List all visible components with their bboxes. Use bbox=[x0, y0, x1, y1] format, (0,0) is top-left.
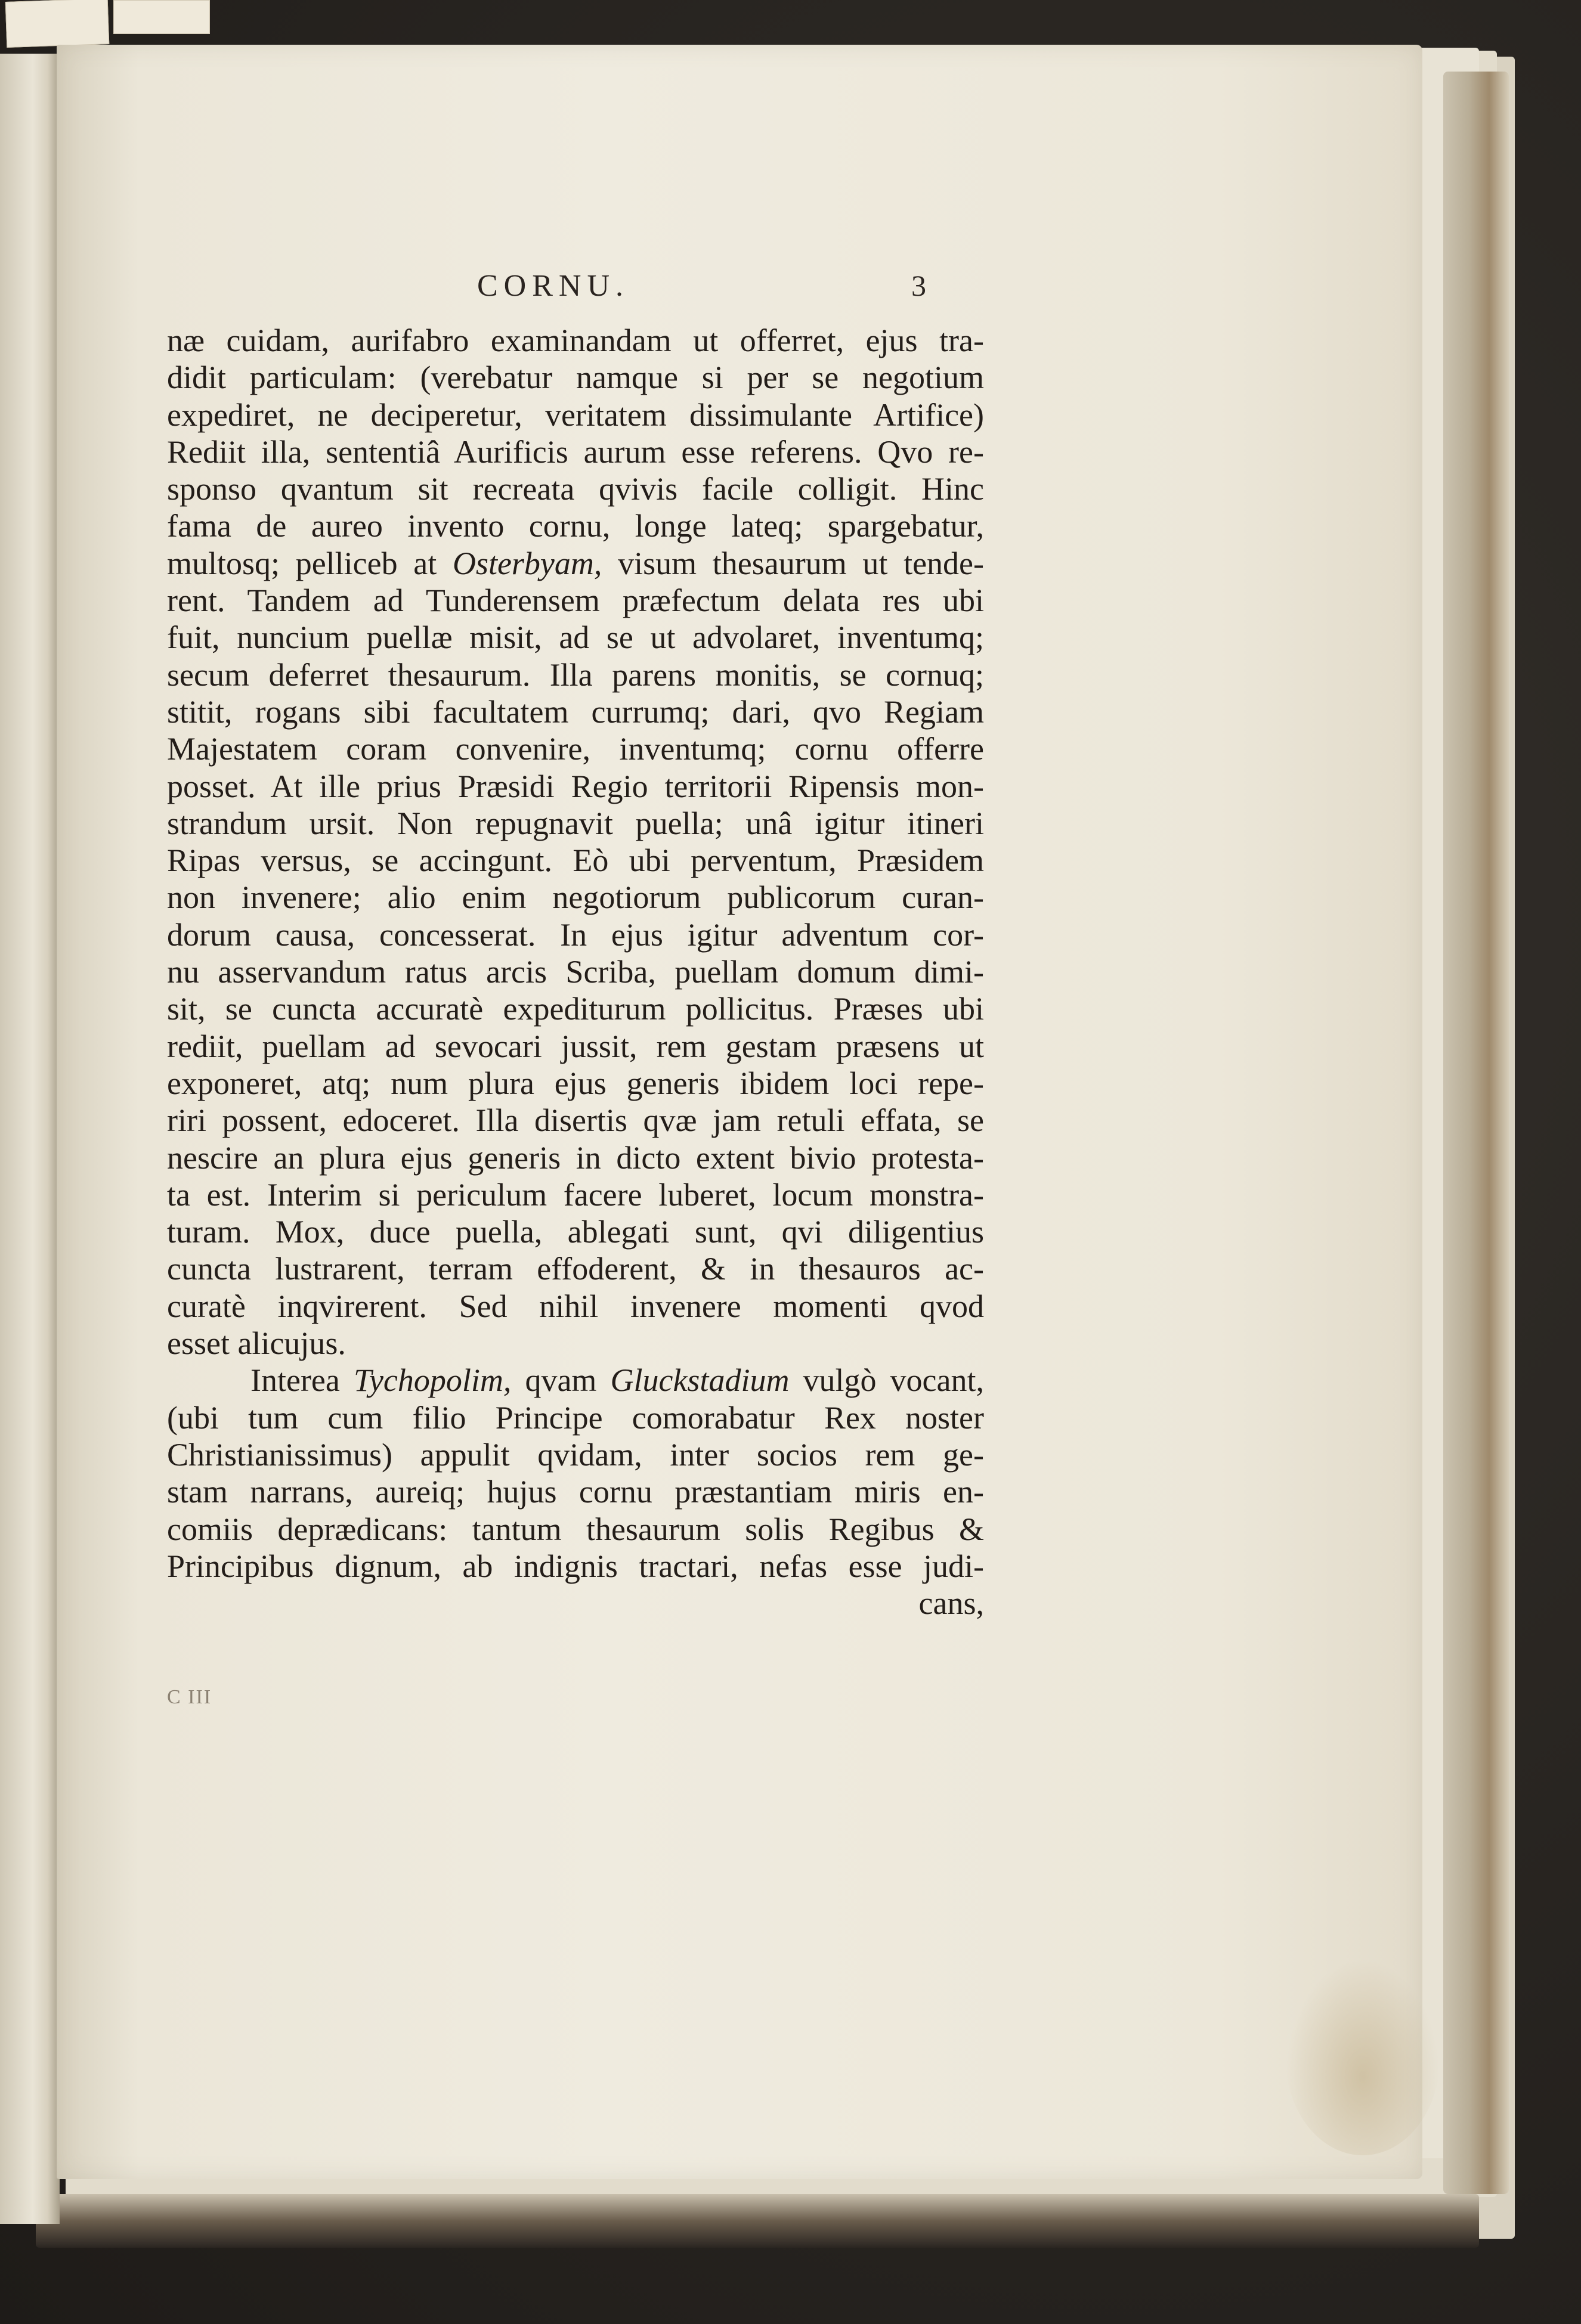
text-run: Interea bbox=[250, 1362, 354, 1399]
bottom-edge-pages bbox=[36, 2194, 1479, 2248]
italic-name: Tychopolim, bbox=[353, 1362, 512, 1399]
page-number: 3 bbox=[911, 269, 926, 302]
text-line: fuit, nuncium puellæ misit, ad se ut advolaret, inventumq; bbox=[167, 619, 984, 656]
text-line: næ cuidam, aurifabro examinandam ut offerret, ejus tra- bbox=[167, 323, 984, 358]
paper-tab bbox=[5, 0, 110, 48]
text-line bbox=[167, 1362, 984, 1399]
text-line: ta est. Interim si periculum facere luberet, locum monstra- bbox=[167, 1176, 984, 1213]
text-line: Christianissimus) appulit qvidam, inter socios rem ge- bbox=[167, 1436, 984, 1473]
catchword: cans, bbox=[918, 1585, 984, 1622]
signature-mark: C III bbox=[167, 1686, 212, 1708]
body-text bbox=[167, 322, 984, 1622]
text-line: curatè inqvirerent. Sed nihil invenere momenti qvod bbox=[167, 1288, 984, 1324]
text-line: sponso qvantum sit recreata qvivis facile colligit. Hinc bbox=[167, 471, 984, 507]
text-line: Principibus dignum, ab indignis tractari, nefas esse judi- bbox=[167, 1548, 984, 1584]
text-line: exponeret, atq; num plura ejus generis ibidem loci repe- bbox=[167, 1065, 984, 1101]
text-line: dorum causa, concesserat. In ejus igitur adventum cor- bbox=[167, 916, 984, 953]
text-run: visum thesaurum ut tende- bbox=[602, 545, 984, 581]
text-line: cuncta lustrarent, terram effoderent, & in thesauros ac- bbox=[167, 1251, 984, 1287]
fore-edge-pages bbox=[1443, 72, 1509, 2194]
text-line: (ubi tum cum filio Principe comorabatur Rex noster bbox=[167, 1399, 984, 1436]
text-line: posset. At ille prius Præsidi Regio territorii Ripensis mon- bbox=[167, 768, 984, 804]
text-line: strandum ursit. Non repugnavit puella; unâ igitur itineri bbox=[167, 805, 984, 841]
running-head bbox=[0, 268, 1581, 310]
text-line: didit particulam: (verebatur namque si per se negotium bbox=[167, 360, 984, 396]
text-line: sit, se cuncta accuratè expediturum pollicitus. Præses ubi bbox=[167, 991, 984, 1027]
text-line: riri possent, edoceret. Illa disertis qvæ jam retuli effata, se bbox=[167, 1102, 984, 1139]
italic-name: Gluckstadium bbox=[610, 1362, 790, 1399]
text-line: esset alicujus. bbox=[167, 1325, 346, 1362]
text-line: Majestatem coram convenire, inventumq; cornu offerre bbox=[167, 731, 984, 767]
facing-page-strip bbox=[0, 54, 60, 2224]
text-line: fama de aureo invento cornu, longe lateq; spargebatur, bbox=[167, 508, 984, 544]
text-line: Ripas versus, se accingunt. Eò ubi perventum, Præsidem bbox=[167, 842, 984, 879]
paper-tab bbox=[113, 0, 210, 34]
text-line: secum deferret thesaurum. Illa parens monitis, se cornuq; bbox=[167, 656, 984, 693]
text-line: stitit, rogans sibi facultatem currumq; dari, qvo Regiam bbox=[167, 693, 984, 730]
text-line: turam. Mox, duce puella, ablegati sunt, qvi diligentius bbox=[167, 1214, 984, 1250]
text-line: stam narrans, aureiq; hujus cornu præstantiam miris en- bbox=[167, 1474, 984, 1510]
text-line: rent. Tandem ad Tunderensem præfectum delata res ubi bbox=[167, 582, 984, 619]
text-line: nescire an plura ejus generis in dicto extent bivio protesta- bbox=[167, 1139, 984, 1176]
text-run: qvam bbox=[511, 1362, 611, 1399]
text-run: multosq; pelliceb at bbox=[167, 545, 453, 581]
text-line: comiis deprædicans: tantum thesaurum solis Regibus & bbox=[167, 1511, 984, 1547]
running-title: CORNU. bbox=[477, 269, 630, 303]
text-run: vulgò vocant, bbox=[789, 1362, 984, 1399]
italic-name: Osterbyam, bbox=[452, 545, 602, 581]
text-line: Rediit illa, sententiâ Aurificis aurum esse referens. Qvo re- bbox=[167, 433, 984, 470]
text-line bbox=[167, 545, 984, 582]
text-line: rediit, puellam ad sevocari jussit, rem gestam præsens ut bbox=[167, 1028, 984, 1064]
text-line: nu asservandum ratus arcis Scriba, puellam domum dimi- bbox=[167, 954, 984, 990]
foxing-stain bbox=[1285, 1959, 1440, 2155]
text-line: expediret, ne deciperetur, veritatem dissimulante Artifice) bbox=[167, 396, 984, 433]
text-line: non invenere; alio enim negotiorum publicorum curan- bbox=[167, 879, 984, 916]
